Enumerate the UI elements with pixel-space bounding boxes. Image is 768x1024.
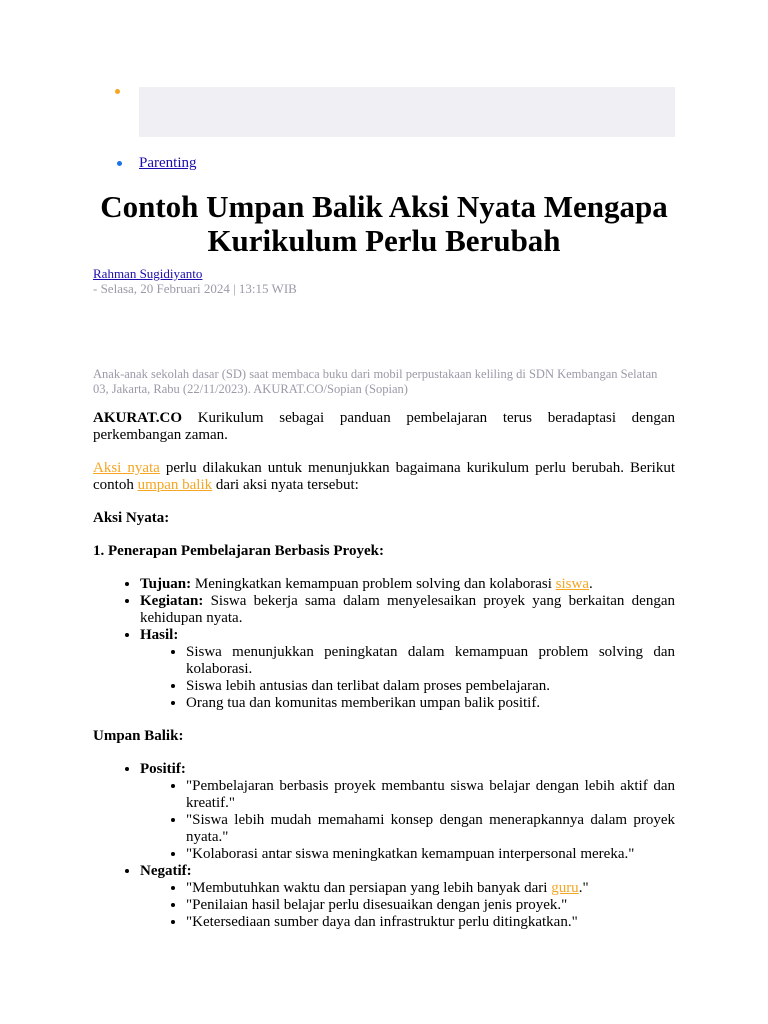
item-label: Hasil: [140, 627, 179, 643]
publish-date: - Selasa, 20 Februari 2024 | 13:15 WIB [93, 281, 297, 296]
item-label: Tujuan: [140, 576, 192, 592]
ad-placeholder-top [115, 87, 675, 105]
item-text: "Membutuhkan waktu dan persiapan yang lebih banyak dari [186, 880, 552, 896]
paragraph-text: perlu dilakukan untuk menunjukkan bagaimana kurikulum perlu berubah. Berikut contoh [93, 460, 675, 493]
list-item: • "Kolaborasi antar siswa meningkatkan kemampuan interpersonal mereka." [186, 846, 675, 863]
list-item [140, 576, 675, 593]
sub-list [140, 644, 675, 712]
item-label: Kegiatan: [140, 593, 204, 609]
list-item: • Siswa menunjukkan peningkatan dalam kemampuan problem solving dan kolaborasi. [186, 644, 675, 678]
list-item: • Siswa lebih antusias dan terlibat dalam proses pembelajaran. [186, 678, 675, 695]
image-caption: Anak-anak sekolah dasar (SD) saat membaca buku dari mobil perpustakaan keliling di SDN Kembangan Selatan 03, Jakarta, Rabu (22/11/2023). AKURAT.CO/Sopian (Sopian) [93, 367, 658, 396]
sub-list [140, 778, 675, 863]
item-text: Siswa bekerja sama dalam menyelesaikan proyek yang berkaitan dengan kehidupan nyata. [140, 593, 675, 626]
paragraph-text: dari aksi nyata tersebut: [212, 477, 359, 493]
list-item [140, 627, 675, 712]
sub-list [140, 880, 675, 931]
umpan-balik-link[interactable]: umpan balik [137, 477, 213, 493]
bullet-icon [115, 89, 120, 94]
author-link[interactable]: Rahman Sugidiyanto [93, 266, 203, 281]
list-item [140, 863, 675, 931]
list-item: • Orang tua dan komunitas memberikan umpan balik positif. [186, 695, 675, 712]
list-item [140, 761, 675, 863]
list-item: • "Pembelajaran berbasis proyek membantu siswa belajar dengan lebih aktif dan kreatif." [186, 778, 675, 812]
section-heading: Umpan Balik: [93, 728, 184, 744]
source-label: AKURAT.CO [93, 410, 183, 426]
article-body [93, 410, 675, 947]
list-item [140, 593, 675, 627]
intro-text: Kurikulum sebagai panduan pembelajaran terus beradaptasi dengan perkembangan zaman. [93, 410, 675, 443]
item-text: ." [578, 880, 589, 896]
intro-paragraph [93, 410, 675, 444]
item-text: Meningkatkan kemampuan problem solving dan kolaborasi [191, 576, 556, 592]
aksi-nyata-link[interactable]: Aksi nyata [93, 460, 160, 476]
item-label: Positif: [140, 761, 186, 777]
paragraph [93, 460, 675, 494]
section-heading: 1. Penerapan Pembelajaran Berbasis Proyek: [93, 543, 384, 559]
umpan-list [93, 761, 675, 931]
page-title: Contoh Umpan Balik Aksi Nyata Mengapa Kurikulum Perlu Berubah [100, 189, 668, 258]
aksi-list [93, 576, 675, 712]
siswa-link[interactable]: siswa [555, 576, 590, 592]
list-item: • "Siswa lebih mudah memahami konsep dengan menerapkannya dalam proyek nyata." [186, 812, 675, 846]
item-label: Negatif: [140, 863, 192, 879]
list-item: • "Penilaian hasil belajar perlu disesuaikan dengan jenis proyek." [186, 897, 675, 914]
section-heading: Aksi Nyata: [93, 510, 170, 526]
bullet-icon [117, 161, 122, 166]
item-text: . [589, 576, 593, 592]
list-item [186, 880, 675, 897]
list-item: • "Ketersediaan sumber daya dan infrastruktur perlu ditingkatkan." [186, 914, 675, 931]
breadcrumb-category-link[interactable]: Parenting [139, 155, 197, 171]
ad-placeholder [139, 105, 675, 137]
guru-link[interactable]: guru [551, 880, 579, 896]
